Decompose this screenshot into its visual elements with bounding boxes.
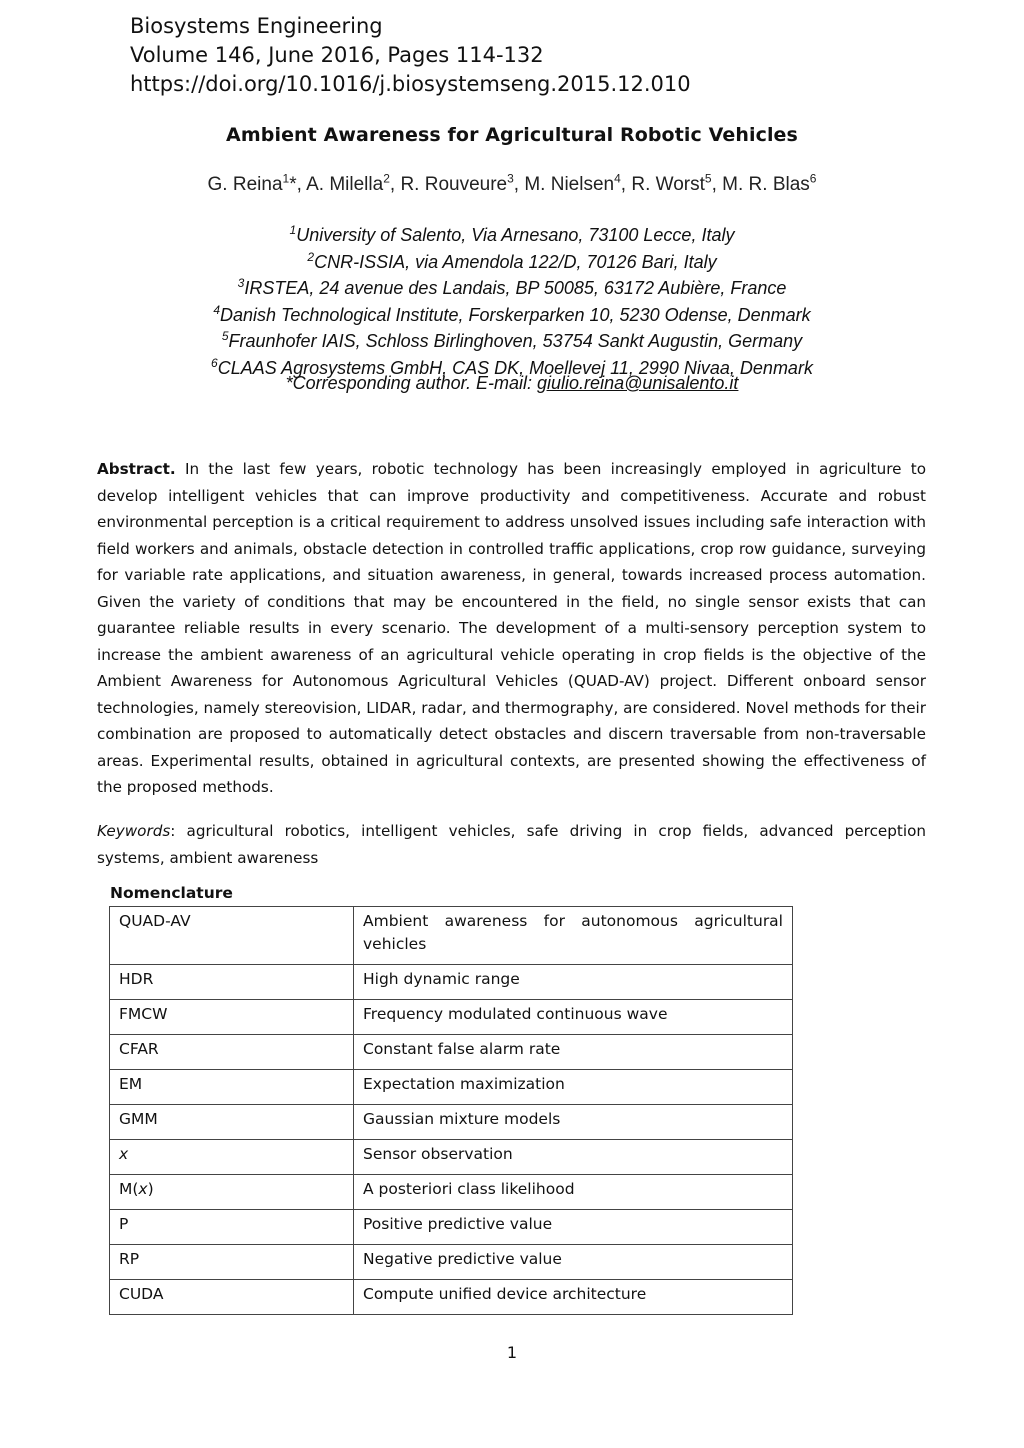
nomenclature-symbol: FMCW [110, 1000, 354, 1035]
doi-link[interactable]: https://doi.org/10.1016/j.biosystemseng.2015.12.010 [130, 72, 691, 96]
nomenclature-definition: Compute unified device architecture [354, 1280, 793, 1315]
table-row [110, 1105, 793, 1140]
nomenclature-symbol: CUDA [110, 1280, 354, 1315]
paper-title: Ambient Awareness for Agricultural Robotic Vehicles [226, 124, 798, 146]
author: R. Worst$^5$, [631, 172, 723, 196]
nomenclature-definition: A posteriori class likelihood [354, 1175, 793, 1210]
nomenclature-definition: Ambient awareness for autonomous agricultural vehicles [354, 907, 793, 965]
nomenclature-definition: Sensor observation [354, 1140, 793, 1175]
corresponding-author [0, 373, 1024, 394]
author: R. Rouveure$^3$, [400, 172, 525, 196]
table-row [110, 907, 793, 965]
affiliation: $^3$IRSTEA, 24 avenue des Landais, BP 50085, 63172 Aubière, France [237, 276, 787, 299]
abstract-label: Abstract. [97, 460, 176, 478]
page-number: 1 [506, 1343, 518, 1362]
nomenclature-symbol: CFAR [110, 1035, 354, 1070]
nomenclature-definition: Expectation maximization [354, 1070, 793, 1105]
author: M. Nielsen$^4$, [524, 172, 632, 196]
author: A. Milella$^2$, [306, 172, 401, 196]
nomenclature-definition: High dynamic range [354, 965, 793, 1000]
abstract [97, 456, 926, 801]
nomenclature-definition: Frequency modulated continuous wave [354, 1000, 793, 1035]
corresponding-label: *Corresponding author. E-mail: [285, 373, 538, 393]
affiliation: $^4$Danish Technological Institute, Forskerparken 10, 5230 Odense, Denmark [213, 302, 811, 325]
author: G. Reina$^1$*, [207, 172, 307, 196]
affiliation: $^2$CNR-ISSIA, via Amendola 122/D, 70126 Bari, Italy [307, 249, 717, 272]
table-row [110, 1140, 793, 1175]
keywords [97, 818, 926, 871]
table-row [110, 1035, 793, 1070]
nomenclature-symbol: HDR [110, 965, 354, 1000]
nomenclature-definition: Negative predictive value [354, 1245, 793, 1280]
table-row [110, 965, 793, 1000]
journal-name: Biosystems Engineering [130, 14, 383, 38]
journal-volume: Volume 146, June 2016, Pages 114-132 [130, 43, 544, 67]
keywords-label: Keywords [97, 822, 171, 840]
nomenclature-symbol: EM [110, 1070, 354, 1105]
table-row [110, 1070, 793, 1105]
nomenclature-symbol: GMM [110, 1105, 354, 1140]
nomenclature-symbol: x [110, 1140, 354, 1175]
affiliation-list [0, 220, 1024, 380]
nomenclature-symbol: RP [110, 1245, 354, 1280]
nomenclature-definition: Constant false alarm rate [354, 1035, 793, 1070]
table-row [110, 1210, 793, 1245]
affiliation: $^5$Fraunhofer IAIS, Schloss Birlinghoven, 53754 Sankt Augustin, Germany [221, 329, 803, 352]
table-row [110, 1175, 793, 1210]
author: M. R. Blas$^6$ [722, 172, 817, 196]
table-row [110, 1245, 793, 1280]
journal-header [130, 12, 691, 99]
table-row [110, 1000, 793, 1035]
nomenclature-symbol: M(x) [110, 1175, 354, 1210]
table-row [110, 1280, 793, 1315]
author-list [0, 172, 1024, 196]
nomenclature-symbol: P [110, 1210, 354, 1245]
keywords-text: : agricultural robotics, intelligent vehicles, safe driving in crop fields, advanced perception systems, ambient awareness [97, 822, 926, 867]
abstract-text: In the last few years, robotic technology has been increasingly employed in agriculture to develop intelligent vehicles that can improve productivity and competitiveness. Accurate and robust environmental perception is a critical requirement to address unsolved issues including safe interaction with field workers and animals, obstacle detection in controlled traffic applications, crop row guidance, surveying for variable rate applications, and situation awareness, in general, towards increased process automation. Given the variety of conditions that may be encountered in the field, no single sensor exists that can guarantee reliable results in every scenario. The development of a multi-sensory perception system to increase the ambient awareness of an agricultural vehicle operating in crop fields is the objective of the Ambient Awareness for Autonomous Agricultural Vehicles (QUAD-AV) project. Different onboard sensor technologies, namely stereovision, LIDAR, radar, and thermography, are considered. Novel methods for their combination are proposed to automatically detect obstacles and discern traversable from non-traversable areas. Experimental results, obtained in agricultural contexts, are presented showing the effectiveness of the proposed methods. [97, 460, 927, 796]
affiliation: $^6$CLAAS Agrosystems GmbH, CAS DK, Moellevej 11, 2990 Nivaa, Denmark [211, 355, 813, 378]
nomenclature-title: Nomenclature [110, 884, 233, 902]
nomenclature-table [109, 906, 793, 1315]
nomenclature-definition: Gaussian mixture models [354, 1105, 793, 1140]
affiliation: $^1$University of Salento, Via Arnesano, 73100 Lecce, Italy [289, 223, 735, 245]
nomenclature-symbol: QUAD-AV [110, 907, 354, 965]
email-link[interactable]: giulio.reina@unisalento.it [537, 373, 739, 393]
nomenclature-definition: Positive predictive value [354, 1210, 793, 1245]
